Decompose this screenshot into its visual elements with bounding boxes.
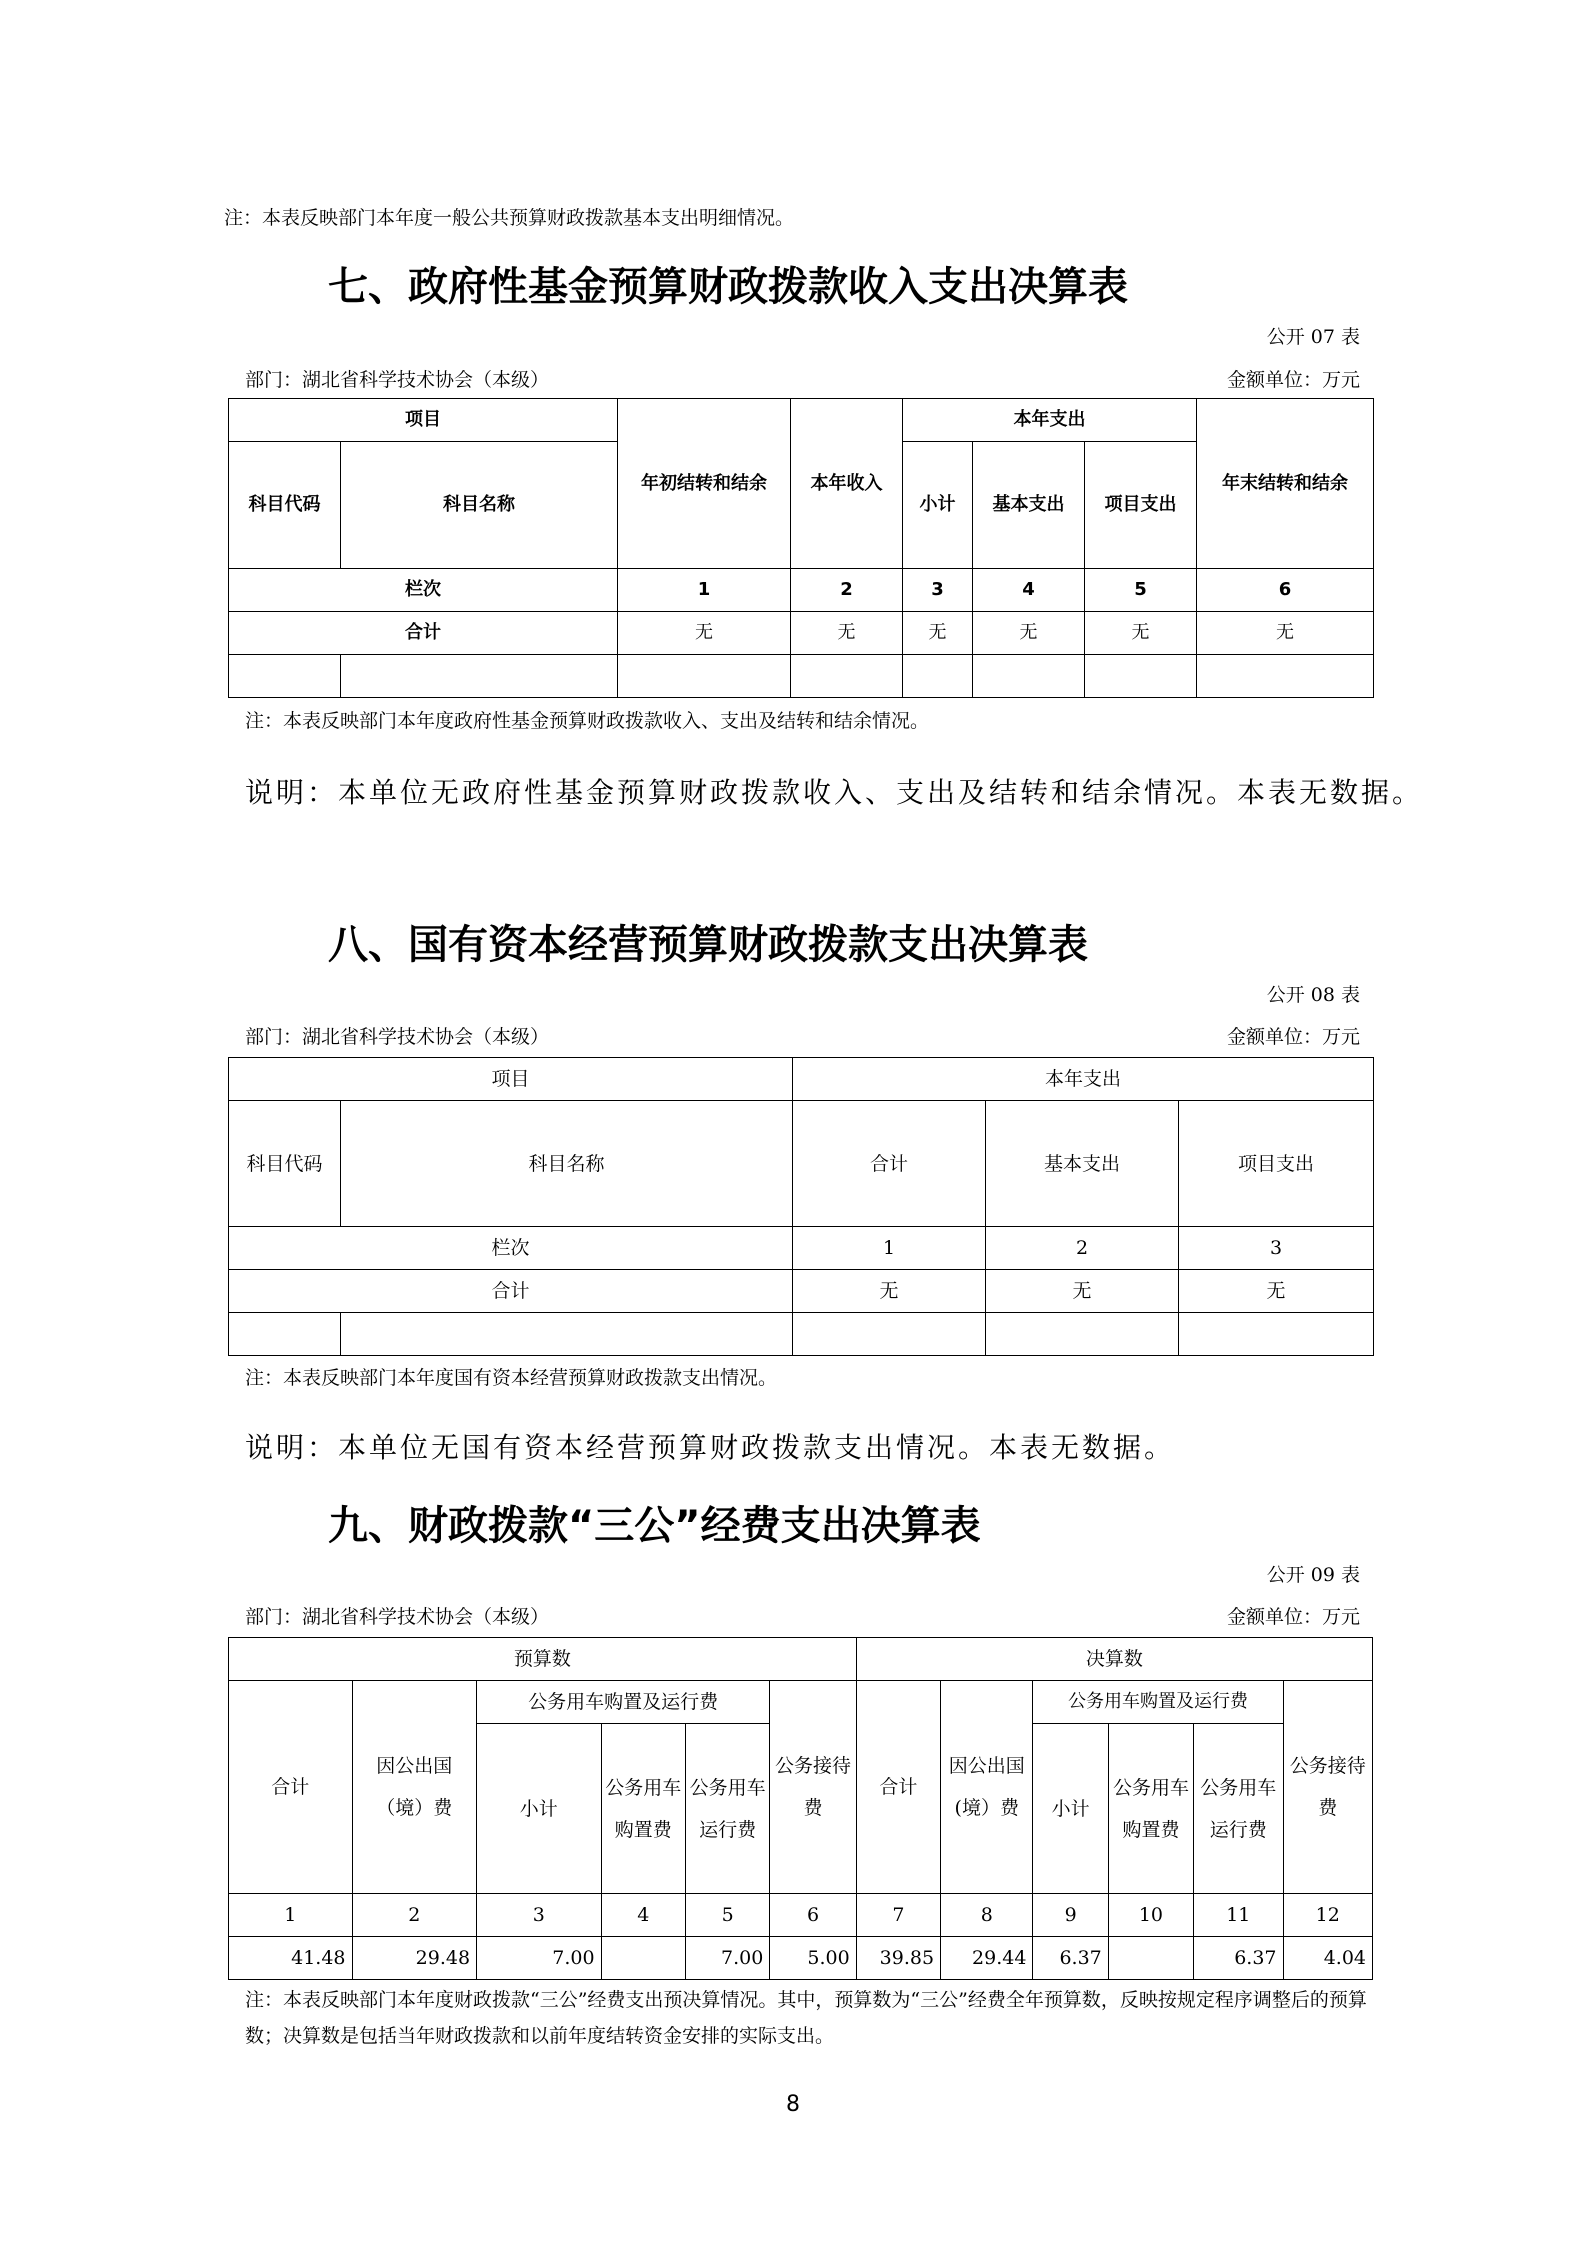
- header-car-buy: 公务用车购置费: [1108, 1724, 1193, 1894]
- header-total: 合计: [793, 1101, 986, 1227]
- section7-note: 注：本表反映部门本年度政府性基金预算财政拨款收入、支出及结转和结余情况。: [245, 710, 930, 732]
- header-subject-name: 科目名称: [341, 442, 618, 569]
- section7-title: 七、政府性基金预算财政拨款收入支出决算表: [328, 264, 1128, 310]
- col-number: 5: [1085, 569, 1197, 612]
- section8-unit: 金额单位：万元: [1226, 1026, 1360, 1048]
- section9-unit: 金额单位：万元: [1226, 1606, 1360, 1628]
- value-cell: 6.37: [1194, 1937, 1283, 1980]
- col-number: 2: [791, 569, 903, 612]
- col-number: 1: [793, 1227, 986, 1270]
- empty-cell: [903, 655, 973, 698]
- col-number: 1: [618, 569, 791, 612]
- value-cell: 7.00: [477, 1937, 602, 1980]
- section9-table-code: 公开 09 表: [1266, 1564, 1360, 1586]
- section9-note: 注：本表反映部门本年度财政拨款“三公”经费支出预决算情况。其中，预算数为“三公”经费全年预算数，反映按规定程序调整后的预算数；决算数是包括当年财政拨款和以前年度结转资金安排的实际支出。: [245, 1989, 1367, 2047]
- header-item: 项目: [229, 399, 618, 442]
- header-basic: 基本支出: [986, 1101, 1179, 1227]
- total-value: 无: [1179, 1270, 1374, 1313]
- row-label: 栏次: [229, 1227, 793, 1270]
- col-number: 8: [941, 1894, 1033, 1937]
- empty-cell: [1085, 655, 1197, 698]
- header-project: 项目支出: [1179, 1101, 1374, 1227]
- col-number: 1: [229, 1894, 353, 1937]
- header-final: 决算数: [856, 1638, 1372, 1681]
- col-number: 6: [1197, 569, 1374, 612]
- value-cell: 39.85: [856, 1937, 940, 1980]
- header-abroad: 因公出国（境）费: [352, 1681, 477, 1894]
- empty-cell: [229, 655, 341, 698]
- total-value: 无: [793, 1270, 986, 1313]
- empty-cell: [229, 1313, 341, 1356]
- col-number: 2: [986, 1227, 1179, 1270]
- section9-table: [228, 1637, 1373, 1980]
- total-value: 无: [986, 1270, 1179, 1313]
- section8-table-code: 公开 08 表: [1266, 984, 1360, 1006]
- header-income: 本年收入: [791, 399, 903, 569]
- header-subtotal: 小计: [1033, 1724, 1108, 1894]
- col-number: 2: [352, 1894, 477, 1937]
- top-note: 注：本表反映部门本年度一般公共预算财政拨款基本支出明细情况。: [224, 207, 795, 229]
- empty-cell: [1197, 655, 1374, 698]
- section7-description: 说明：本单位无政府性基金预算财政拨款收入、支出及结转和结余情况。本表无数据。: [245, 776, 1424, 809]
- total-value: 无: [903, 612, 973, 655]
- row-label: 合计: [229, 612, 618, 655]
- value-cell: 4.04: [1283, 1937, 1373, 1980]
- section9-department: 部门：湖北省科学技术协会（本级）: [245, 1606, 550, 1628]
- section7-table: [228, 398, 1374, 698]
- section8-department: 部门：湖北省科学技术协会（本级）: [245, 1026, 550, 1048]
- value-cell: 41.48: [229, 1937, 353, 1980]
- total-value: 无: [618, 612, 791, 655]
- header-car-buy: 公务用车购置费: [601, 1724, 685, 1894]
- section7-department: 部门：湖北省科学技术协会（本级）: [245, 369, 550, 391]
- row-label: 合计: [229, 1270, 793, 1313]
- total-value: 无: [1085, 612, 1197, 655]
- section7-unit: 金额单位：万元: [1226, 369, 1360, 391]
- empty-cell: [791, 655, 903, 698]
- empty-cell: [618, 655, 791, 698]
- empty-cell: [341, 655, 618, 698]
- header-reception: 公务接待费: [770, 1681, 856, 1894]
- value-cell: [1108, 1937, 1193, 1980]
- value-cell: 29.44: [941, 1937, 1033, 1980]
- header-total: 合计: [229, 1681, 353, 1894]
- header-subject-name: 科目名称: [341, 1101, 793, 1227]
- header-basic: 基本支出: [973, 442, 1085, 569]
- col-number: 3: [1179, 1227, 1374, 1270]
- header-budget: 预算数: [229, 1638, 857, 1681]
- header-abroad: 因公出国(境）费: [941, 1681, 1033, 1894]
- value-cell: 6.37: [1033, 1937, 1108, 1980]
- header-car-run: 公务用车运行费: [685, 1724, 769, 1894]
- col-number: 7: [856, 1894, 940, 1937]
- col-number: 3: [903, 569, 973, 612]
- col-number: 5: [685, 1894, 769, 1937]
- col-number: 4: [973, 569, 1085, 612]
- header-reception: 公务接待费: [1283, 1681, 1373, 1894]
- header-begin-balance: 年初结转和结余: [618, 399, 791, 569]
- col-number: 4: [601, 1894, 685, 1937]
- section8-note: 注：本表反映部门本年度国有资本经营预算财政拨款支出情况。: [245, 1367, 778, 1389]
- col-number: 9: [1033, 1894, 1108, 1937]
- header-subtotal: 小计: [903, 442, 973, 569]
- header-car: 公务用车购置及运行费: [1033, 1681, 1283, 1724]
- row-label: 栏次: [229, 569, 618, 612]
- header-expense: 本年支出: [903, 399, 1197, 442]
- header-expense: 本年支出: [793, 1058, 1374, 1101]
- empty-cell: [1179, 1313, 1374, 1356]
- empty-cell: [341, 1313, 793, 1356]
- empty-cell: [973, 655, 1085, 698]
- header-project: 项目支出: [1085, 442, 1197, 569]
- col-number: 3: [477, 1894, 602, 1937]
- header-car-run: 公务用车运行费: [1194, 1724, 1283, 1894]
- col-number: 6: [770, 1894, 856, 1937]
- value-cell: 29.48: [352, 1937, 477, 1980]
- col-number: 10: [1108, 1894, 1193, 1937]
- total-value: 无: [1197, 612, 1374, 655]
- col-number: 11: [1194, 1894, 1283, 1937]
- header-car: 公务用车购置及运行费: [477, 1681, 770, 1724]
- section8-table: [228, 1057, 1374, 1356]
- header-end-balance: 年末结转和结余: [1197, 399, 1374, 569]
- section9-title: 九、财政拨款“三公”经费支出决算表: [328, 1503, 981, 1549]
- value-cell: 7.00: [685, 1937, 769, 1980]
- header-total: 合计: [856, 1681, 940, 1894]
- col-number: 12: [1283, 1894, 1373, 1937]
- section8-description: 说明：本单位无国有资本经营预算财政拨款支出情况。本表无数据。: [245, 1431, 1176, 1464]
- empty-cell: [793, 1313, 986, 1356]
- section8-title: 八、国有资本经营预算财政拨款支出决算表: [328, 922, 1088, 968]
- value-cell: 5.00: [770, 1937, 856, 1980]
- empty-cell: [986, 1313, 1179, 1356]
- total-value: 无: [791, 612, 903, 655]
- header-subtotal: 小计: [477, 1724, 602, 1894]
- header-item: 项目: [229, 1058, 793, 1101]
- page-number: 8: [786, 2092, 800, 2117]
- header-subject-code: 科目代码: [229, 1101, 341, 1227]
- value-cell: [601, 1937, 685, 1980]
- total-value: 无: [973, 612, 1085, 655]
- section7-table-code: 公开 07 表: [1266, 326, 1360, 348]
- header-subject-code: 科目代码: [229, 442, 341, 569]
